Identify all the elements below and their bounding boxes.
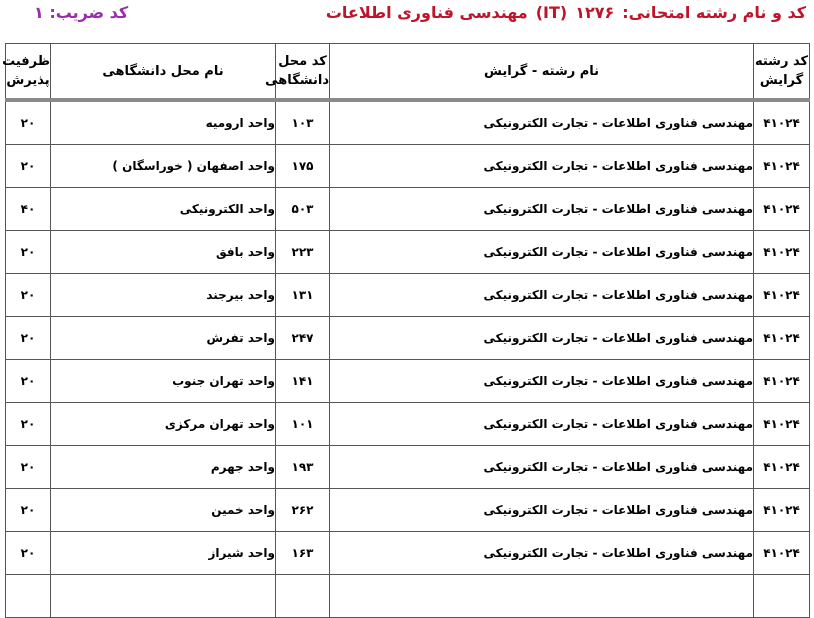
cell-field-code: ۴۱۰۲۴ (754, 274, 810, 317)
cell-unit-code: ۱۰۱ (276, 403, 330, 446)
admissions-table (2, 43, 810, 618)
table-row (6, 317, 810, 360)
cell-field-name: مهندسی فناوری اطلاعات - تجارت الکترونیکی (330, 403, 754, 446)
table-row (6, 446, 810, 489)
cell-empty (51, 575, 276, 618)
cell-capacity: ۲۰ (6, 231, 51, 274)
cell-field-code: ۴۱۰۲۴ (754, 100, 810, 145)
cell-field-name: مهندسی فناوری اطلاعات - تجارت الکترونیکی (330, 274, 754, 317)
cell-empty (330, 575, 754, 618)
header-field-code: کد رشته گرایش (754, 44, 810, 101)
cell-unit-code: ۱۳۱ (276, 274, 330, 317)
cell-unit-code: ۱۶۳ (276, 532, 330, 575)
cell-field-code: ۴۱۰۲۴ (754, 532, 810, 575)
cell-field-name: مهندسی فناوری اطلاعات - تجارت الکترونیکی (330, 446, 754, 489)
table-row (6, 274, 810, 317)
cell-unit-name: واحد شیراز (51, 532, 276, 575)
table-row (6, 532, 810, 575)
page-header (0, 0, 814, 40)
table-header-row (6, 44, 810, 101)
cell-field-code: ۴۱۰۲۴ (754, 446, 810, 489)
cell-field-name: مهندسی فناوری اطلاعات - تجارت الکترونیکی (330, 360, 754, 403)
cell-unit-name: واحد تهران جنوب (51, 360, 276, 403)
table-row (6, 403, 810, 446)
exam-field-abbr: (IT) (535, 3, 568, 22)
cell-field-name: مهندسی فناوری اطلاعات - تجارت الکترونیکی (330, 489, 754, 532)
cell-unit-name: واحد بیرجند (51, 274, 276, 317)
cell-empty (6, 575, 51, 618)
table-row (6, 360, 810, 403)
cell-unit-code: ۲۴۷ (276, 317, 330, 360)
coefficient-code: کد ضریب: ۱ (34, 3, 129, 22)
cell-capacity: ۲۰ (6, 360, 51, 403)
cell-unit-name: واحد بافق (51, 231, 276, 274)
cell-field-code: ۴۱۰۲۴ (754, 360, 810, 403)
cell-field-name: مهندسی فناوری اطلاعات - تجارت الکترونیکی (330, 317, 754, 360)
exam-field-code: ۱۲۷۶ (575, 3, 615, 22)
cell-field-code: ۴۱۰۲۴ (754, 489, 810, 532)
cell-field-name: مهندسی فناوری اطلاعات - تجارت الکترونیکی (330, 145, 754, 188)
cell-unit-code: ۲۲۳ (276, 231, 330, 274)
cell-unit-name: واحد تفرش (51, 317, 276, 360)
cell-unit-code: ۱۴۱ (276, 360, 330, 403)
table-row (6, 145, 810, 188)
table-row (6, 100, 810, 145)
cell-field-code: ۴۱۰۲۴ (754, 317, 810, 360)
header-unit-name: نام محل دانشگاهی (51, 44, 276, 101)
cell-unit-name: واحد جهرم (51, 446, 276, 489)
exam-field-title (326, 3, 806, 22)
cell-capacity: ۲۰ (6, 274, 51, 317)
cell-empty (754, 575, 810, 618)
header-unit-code: کد محل دانشگاهی (276, 44, 330, 101)
table-row (6, 231, 810, 274)
cell-field-name: مهندسی فناوری اطلاعات - تجارت الکترونیکی (330, 532, 754, 575)
cell-field-code: ۴۱۰۲۴ (754, 145, 810, 188)
header-capacity: ظرفیت پذیرش (6, 44, 51, 101)
header-field-name: نام رشته - گرایش (330, 44, 754, 101)
cell-field-name: مهندسی فناوری اطلاعات - تجارت الکترونیکی (330, 188, 754, 231)
cell-capacity: ۲۰ (6, 532, 51, 575)
cell-field-code: ۴۱۰۲۴ (754, 231, 810, 274)
cell-unit-code: ۱۷۵ (276, 145, 330, 188)
cell-capacity: ۲۰ (6, 489, 51, 532)
cell-field-name: مهندسی فناوری اطلاعات - تجارت الکترونیکی (330, 231, 754, 274)
exam-field-label: کد و نام رشته امتحانی: (622, 3, 806, 22)
cell-unit-code: ۱۰۳ (276, 100, 330, 145)
cell-unit-code: ۱۹۳ (276, 446, 330, 489)
cell-unit-code: ۲۶۲ (276, 489, 330, 532)
cell-unit-name: واحد الکترونیکی (51, 188, 276, 231)
cell-unit-name: واحد اصفهان ( خوراسگان ) (51, 145, 276, 188)
cell-field-code: ۴۱۰۲۴ (754, 403, 810, 446)
cell-unit-code: ۵۰۳ (276, 188, 330, 231)
cell-empty (276, 575, 330, 618)
cell-capacity: ۲۰ (6, 145, 51, 188)
cell-unit-name: واحد خمین (51, 489, 276, 532)
cell-field-name: مهندسی فناوری اطلاعات - تجارت الکترونیکی (330, 100, 754, 145)
cell-unit-name: واحد ارومیه (51, 100, 276, 145)
cell-capacity: ۲۰ (6, 100, 51, 145)
cell-unit-name: واحد تهران مرکزی (51, 403, 276, 446)
cell-capacity: ۲۰ (6, 403, 51, 446)
table-row (6, 188, 810, 231)
exam-field-name: مهندسی فناوری اطلاعات (325, 3, 528, 22)
table-row-partial (6, 575, 810, 618)
table-row (6, 489, 810, 532)
cell-capacity: ۲۰ (6, 446, 51, 489)
cell-field-code: ۴۱۰۲۴ (754, 188, 810, 231)
cell-capacity: ۲۰ (6, 317, 51, 360)
cell-capacity: ۴۰ (6, 188, 51, 231)
table-body (6, 100, 810, 618)
